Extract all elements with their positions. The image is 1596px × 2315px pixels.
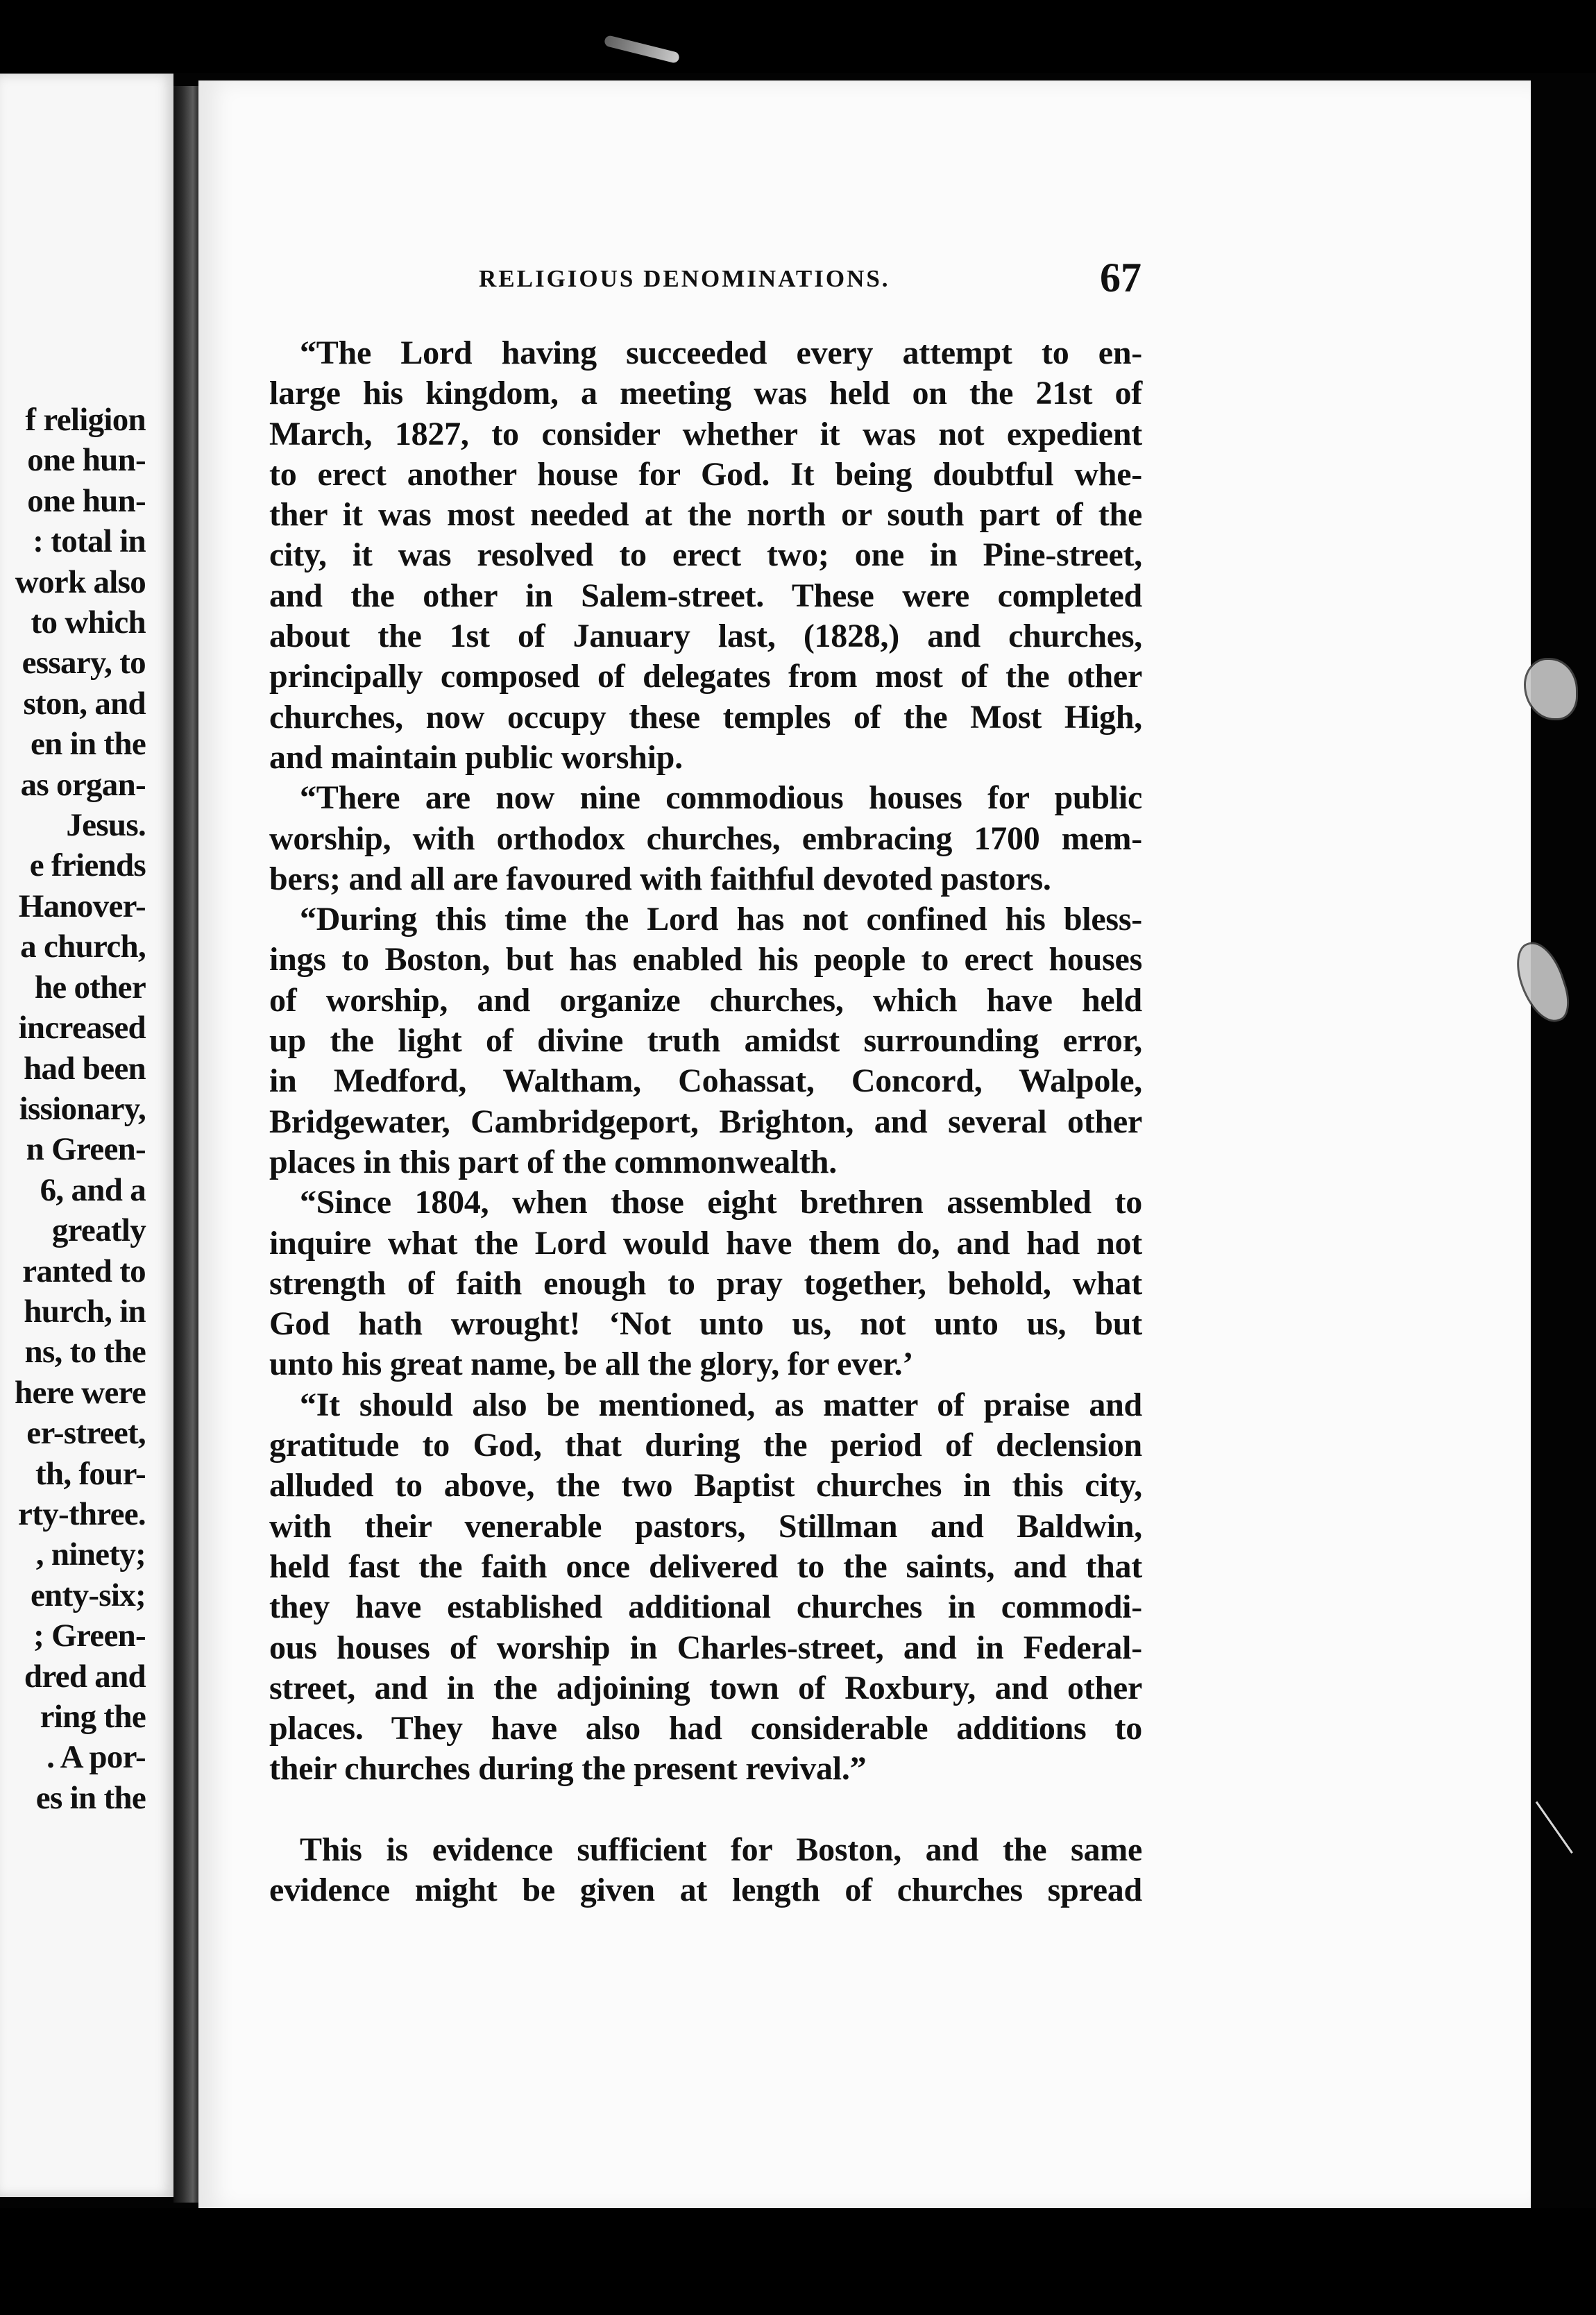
text-line: churches, now occupy these temples of the Most High, [269, 698, 1142, 736]
left-line: as organ- [20, 766, 146, 803]
left-line: one hun- [27, 442, 146, 479]
text-line: evidence might be given at length of churches spread [269, 1871, 1142, 1908]
text-line: places. They have also had considerable additions to [269, 1710, 1142, 1747]
top-border [0, 0, 1596, 73]
text-line: ous houses of worship in Charles-street, and in Federal- [269, 1629, 1142, 1666]
text-line: up the light of divine truth amidst surrounding error, [269, 1022, 1142, 1060]
left-page-fragments [0, 400, 146, 1818]
left-line: : total in [33, 523, 146, 560]
text-line: and the other in Salem-street. These were completed [269, 577, 1142, 614]
left-line: ring the [40, 1699, 146, 1735]
text-line: alluded to above, the two Baptist churches in this city, [269, 1467, 1142, 1504]
left-line: f religion [25, 402, 146, 438]
page-edge-line [1536, 1801, 1573, 1854]
left-line: dred and [24, 1658, 146, 1695]
text-line: gratitude to God, that during the period of declension [269, 1427, 1142, 1464]
text-line: and maintain public worship. [269, 738, 683, 776]
left-line: had been [24, 1050, 146, 1087]
text-line: in Medford, Waltham, Cohassat, Concord, Walpole, [269, 1062, 1142, 1100]
left-line: hurch, in [24, 1293, 146, 1330]
line-text: “There are now nine commodious houses for public [300, 779, 1142, 817]
text-line [269, 1385, 1142, 1425]
page-header [479, 255, 1141, 314]
text-line: Bridgewater, Cambridgeport, Brighton, and several other [269, 1103, 1142, 1140]
left-line: th, four- [35, 1455, 146, 1492]
left-line: ranted to [22, 1253, 146, 1289]
text-line: ther it was most needed at the north or south part of the [269, 496, 1142, 534]
bottom-border [0, 2208, 1596, 2315]
line-text: This is evidence sufficient for Boston, and the same [300, 1831, 1142, 1868]
text-line [269, 899, 1142, 940]
left-line: es in the [35, 1779, 146, 1816]
page-edge-spot [1524, 658, 1578, 720]
text-line [269, 1830, 1142, 1870]
text-line: they have established additional churches in commodi- [269, 1588, 1142, 1626]
left-line: a church, [20, 928, 146, 965]
book-gutter [173, 86, 201, 2203]
left-line: . A por- [46, 1739, 146, 1776]
text-line: God hath wrought! ‘Not unto us, not unto us, but [269, 1305, 1142, 1343]
line-text: “During this time the Lord has not confined his bless- [300, 901, 1142, 938]
left-line: to which [31, 604, 146, 641]
line-text: “The Lord having succeeded every attempt to en- [300, 334, 1142, 371]
left-line: here were [15, 1374, 146, 1411]
left-line: increased [18, 1010, 146, 1046]
text-line: their churches during the present revival.” [269, 1750, 867, 1788]
text-line: places in this part of the commonwealth. [269, 1143, 837, 1180]
text-line: about the 1st of January last, (1828,) and churches, [269, 618, 1142, 655]
left-line: n Green- [26, 1131, 146, 1168]
left-line: e friends [29, 847, 146, 884]
left-line: essary, to [22, 645, 146, 681]
line-text: “It should also be mentioned, as matter of praise and [300, 1386, 1142, 1423]
left-line: 6, and a [40, 1171, 146, 1208]
left-line: rty-three. [18, 1495, 146, 1532]
text-line: held fast the faith once delivered to the saints, and that [269, 1547, 1142, 1585]
text-line: of worship, and organize churches, which have held [269, 981, 1142, 1019]
text-line: inquire what the Lord would have them do, and had not [269, 1224, 1142, 1262]
text-line: city, it was resolved to erect two; one in Pine-street, [269, 536, 1142, 574]
line-text: “Since 1804, when those eight brethren assembled to [300, 1184, 1142, 1221]
left-line: Hanover- [18, 888, 146, 924]
text-line: March, 1827, to consider whether it was not expedient [269, 415, 1142, 452]
left-page [0, 74, 173, 2197]
text-line [269, 1182, 1142, 1223]
left-line: en in the [30, 726, 146, 763]
text-line: street, and in the adjoining town of Roxbury, and other [269, 1669, 1142, 1706]
left-line: ns, to the [24, 1334, 146, 1371]
text-line: bers; and all are favoured with faithful devoted pastors. [269, 860, 1051, 897]
left-line: enty-six; [30, 1577, 146, 1613]
left-line: , ninety; [35, 1536, 146, 1573]
paragraph-gap [269, 1790, 1142, 1830]
left-line: greatly [51, 1212, 146, 1249]
left-line: ; Green- [33, 1618, 146, 1654]
left-line: work also [15, 563, 146, 600]
page-number: 67 [1100, 255, 1141, 300]
text-line [269, 778, 1142, 818]
text-line: principally composed of delegates from most of the other [269, 658, 1142, 695]
text-line: worship, with orthodox churches, embracing 1700 mem- [269, 820, 1142, 857]
left-line: ston, and [23, 685, 146, 722]
article-text [269, 333, 1142, 1910]
left-line: Jesus. [66, 807, 146, 844]
left-line: er-street, [26, 1415, 146, 1452]
text-line: large his kingdom, a meeting was held on the 21st of [269, 375, 1142, 412]
text-line [269, 333, 1142, 373]
text-line: to erect another house for God. It being doubtful whe- [269, 455, 1142, 493]
left-line: he other [34, 969, 146, 1006]
left-line: one hun- [27, 482, 146, 519]
text-line: ings to Boston, but has enabled his people to erect houses [269, 941, 1142, 978]
text-line: with their venerable pastors, Stillman and Baldwin, [269, 1507, 1142, 1545]
running-head: RELIGIOUS DENOMINATIONS. [479, 265, 890, 292]
left-line: issionary, [19, 1090, 146, 1127]
text-line: unto his great name, be all the glory, for ever.’ [269, 1346, 914, 1383]
text-line: strength of faith enough to pray together, behold, what [269, 1264, 1142, 1302]
